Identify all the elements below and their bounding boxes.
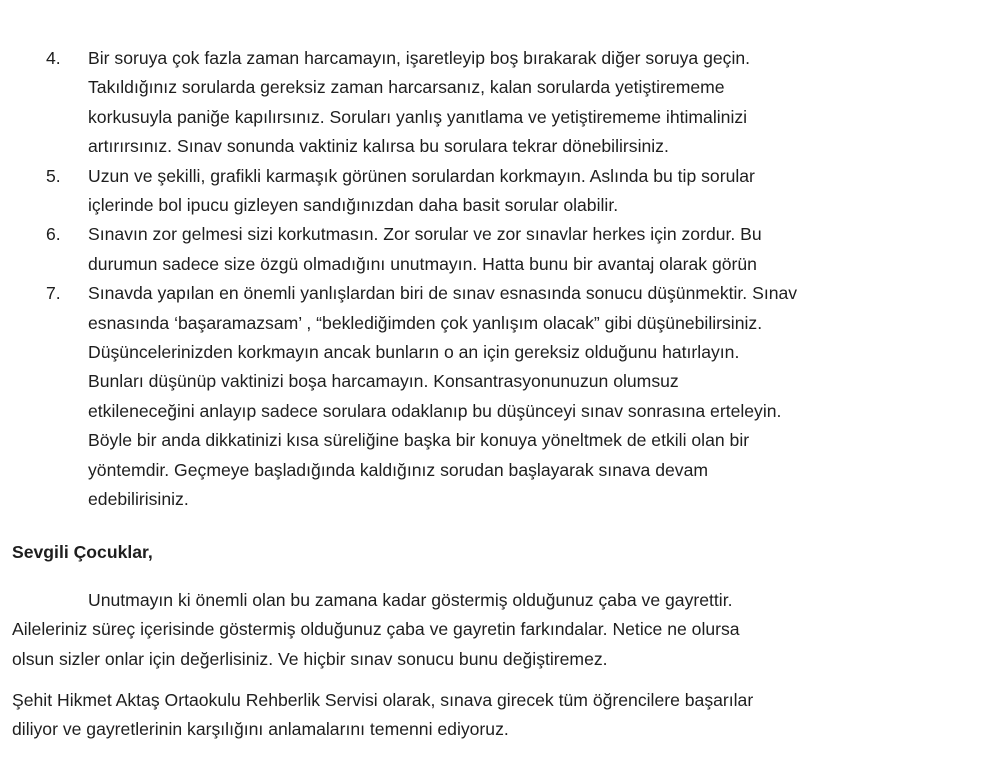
- paragraph-line: diliyor ve gayretlerinin karşılığını anlamalarını temenni ediyoruz.: [12, 719, 509, 740]
- tip-number: 7.: [46, 283, 61, 304]
- tip-text-line: Bunları düşünüp vaktinizi boşa harcamayın. Konsantrasyonunuzun olumsuz: [88, 371, 679, 392]
- tip-number: 4.: [46, 48, 61, 68]
- tip-item-6: [46, 220, 966, 279]
- tip-number: 5.: [46, 165, 61, 186]
- tip-text-line: etkileneceğini anlayıp sadece sorulara odaklanıp bu düşünceyi sınav sonrasına erteleyin.: [88, 400, 782, 421]
- tip-number: 6.: [46, 224, 61, 245]
- closing-paragraph: [12, 586, 740, 674]
- tip-text-line: Düşüncelerinizden korkmayın ancak bunların o an için gereksiz olduğunu hatırlayın.: [88, 342, 740, 363]
- paragraph-line: Unutmayın ki önemli olan bu zamana kadar göstermiş olduğunuz çaba ve gayrettir.: [88, 590, 733, 610]
- tip-text-line: artırırsınız. Sınav sonunda vaktiniz kalırsa bu sorulara tekrar dönebilirsiniz.: [88, 136, 669, 157]
- tip-text-line: içlerinde bol ipucu gizleyen sandığınızdan daha basit sorular olabilir.: [88, 195, 619, 216]
- tip-text-line: edebilirisiniz.: [88, 489, 189, 510]
- tip-text-line: Sınavın zor gelmesi sizi korkutmasın. Zor sorular ve zor sınavlar herkes için zordur. Bu: [88, 224, 762, 245]
- tips-list: [46, 44, 966, 515]
- tip-text-line: Böyle bir anda dikkatinizi kısa süreliğine başka bir konuya yöneltmek de etkili olan bir: [88, 430, 750, 451]
- paragraph-line: Aileleriniz süreç içerisinde göstermiş olduğunuz çaba ve gayretin farkındalar. Netice ne olursa: [12, 619, 740, 640]
- tip-text-line: esnasında ‘başaramazsam’ , “beklediğimden çok yanlışım olacak” gibi düşünebilirsiniz.: [88, 312, 763, 333]
- tip-text-line: Uzun ve şekilli, grafikli karmaşık görünen sorulardan korkmayın. Aslında bu tip sorular: [88, 165, 755, 186]
- tip-item-4: [46, 44, 966, 162]
- paragraph-line: Şehit Hikmet Aktaş Ortaokulu Rehberlik Servisi olarak, sınava girecek tüm öğrencilere başarılar: [12, 690, 754, 710]
- tip-item-7: [46, 279, 966, 514]
- greeting-heading: Sevgili Çocuklar,: [12, 542, 153, 562]
- tip-text-line: Takıldığınız sorularda gereksiz zaman harcarsanız, kalan sorularda yetiştirememe: [88, 77, 725, 98]
- tip-text-line: Sınavda yapılan en önemli yanlışlardan biri de sınav esnasında sonucu düşünmektir. Sınav: [88, 283, 798, 304]
- paragraph-line: olsun sizler onlar için değerlisiniz. Ve hiçbir sınav sonucu bunu değiştiremez.: [12, 648, 608, 669]
- tip-text-line: yöntemdir. Geçmeye başladığında kaldığınız sorudan başlayarak sınava devam: [88, 459, 709, 480]
- tip-item-5: [46, 162, 966, 221]
- tip-text-line: Bir soruya çok fazla zaman harcamayın, işaretleyip boş bırakarak diğer soruya geçin.: [88, 48, 751, 68]
- tip-text-line: durumun sadece size özgü olmadığını unutmayın. Hatta bunu bir avantaj olarak görün: [88, 253, 757, 274]
- signoff-paragraph: [12, 686, 753, 745]
- tip-text-line: korkusuyla paniğe kapılırsınız. Soruları yanlış yanıtlama ve yetiştirememe ihtimalinizi: [88, 106, 748, 127]
